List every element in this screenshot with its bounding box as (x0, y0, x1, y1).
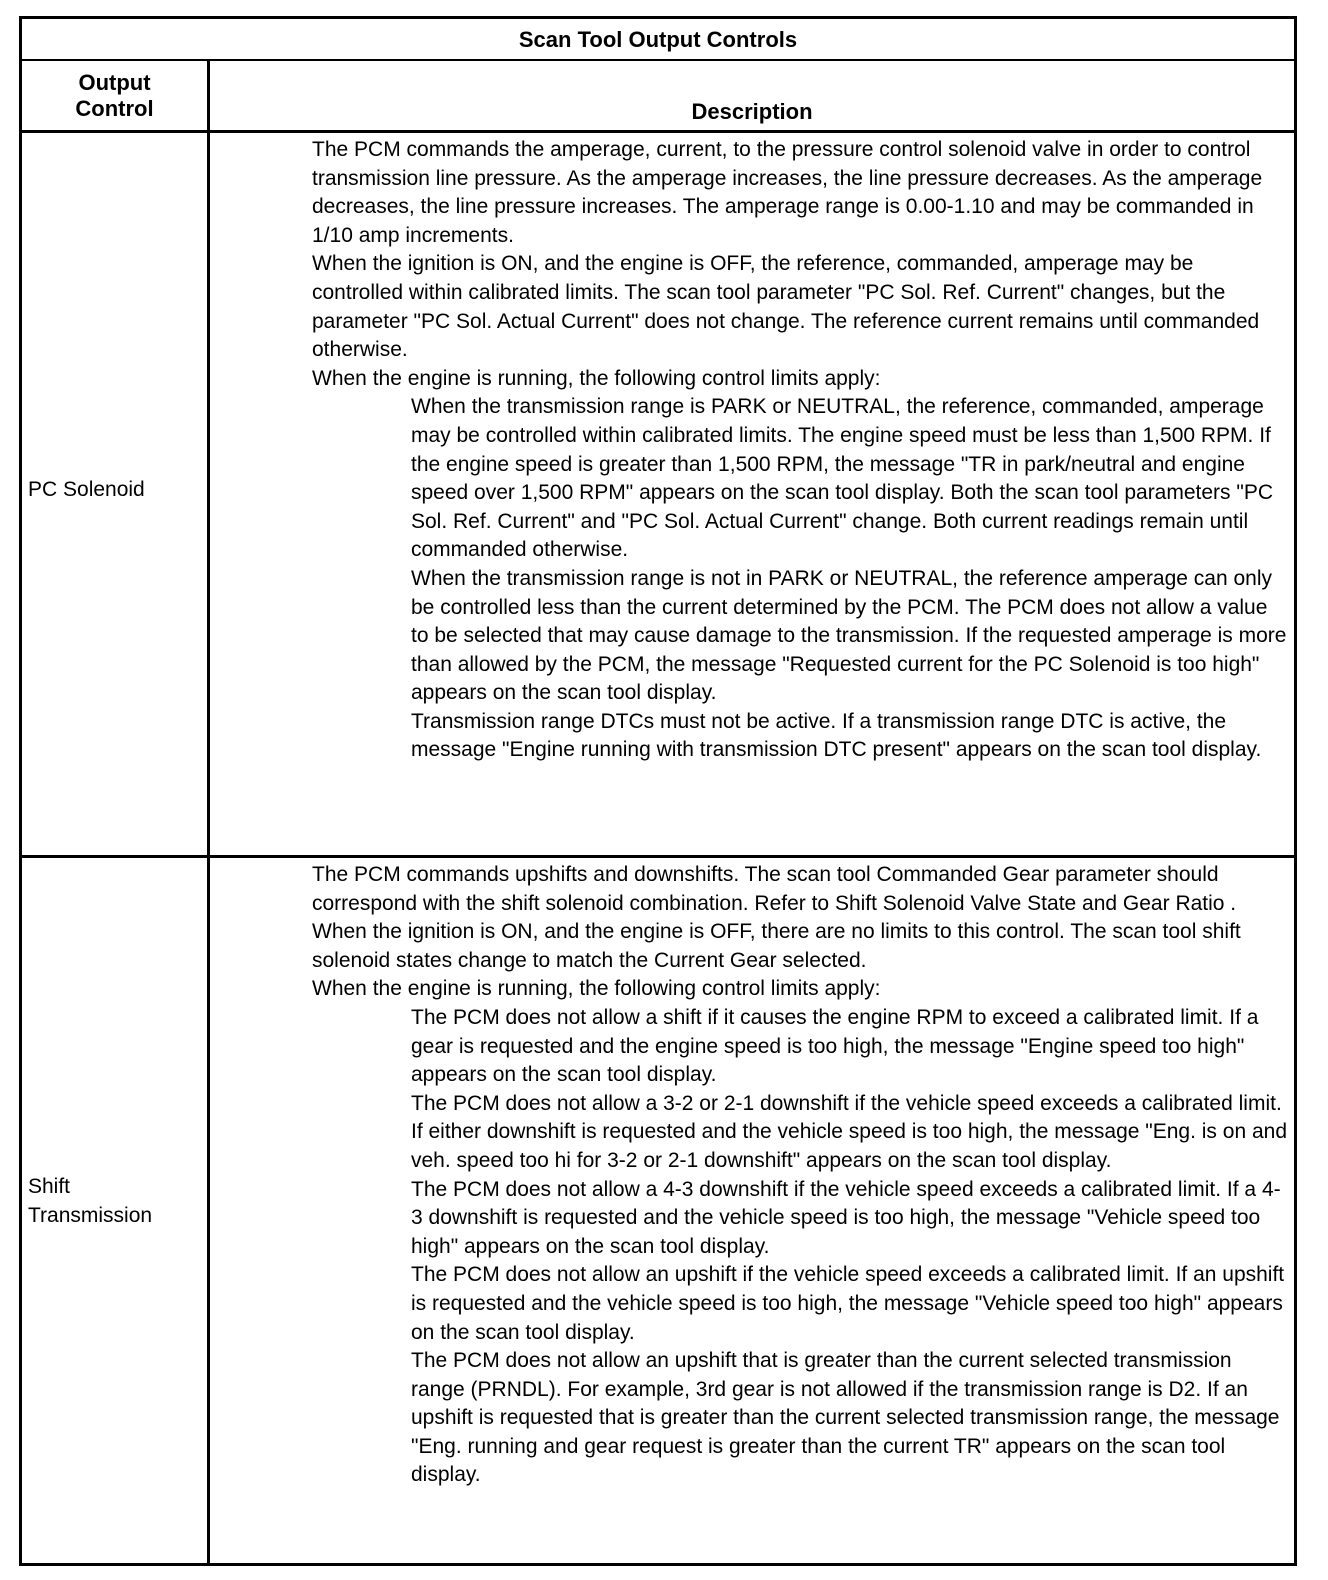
row-divider (22, 855, 1294, 858)
column-header-description (210, 61, 1294, 131)
table-title: Scan Tool Output Controls (22, 19, 1294, 61)
column-header-output-control-label: Output Control (75, 70, 154, 121)
description-limit-item: The PCM does not allow a 4-3 downshift if the vehicle speed exceeds a calibrated limit. If a 4-3 downshift is requested and the vehicle speed is too high, the message "Vehicle speed too high" appears on the scan tool display. (411, 1177, 1281, 1258)
description-limit-item: The PCM does not allow a 3-2 or 2-1 downshift if the vehicle speed exceeds a calibrated limit. If either downshift is requested and the vehicle speed is too high, the message "Eng. is on and veh. speed too hi for 3-2 or 2-1 downshift" appears on the scan tool display. (411, 1091, 1288, 1172)
description-paragraph: The PCM commands upshifts and downshifts. The scan tool Commanded Gear parameter should correspond with the shift solenoid combination. Refer to Shift Solenoid Valve State and Gear Ratio . (312, 863, 1237, 915)
table-row-pc-solenoid-description (312, 136, 1290, 765)
description-limit-item: The PCM does not allow a shift if it causes the engine RPM to exceed a calibrated limit. If a gear is requested and the engine speed is too high, the message "Engine speed too high" appears on the scan tool display. (411, 1005, 1259, 1087)
description-limit-item: Transmission range DTCs must not be active. If a transmission range DTC is active, the message "Engine running with transmission DTC present" appears on the scan tool display. (411, 709, 1262, 762)
table-row-pc-solenoid-label: PC Solenoid (28, 478, 145, 501)
column-header-description-label: Description (691, 99, 813, 124)
column-header-output-control (22, 61, 207, 131)
description-paragraph: When the engine is running, the following control limits apply: (312, 366, 881, 390)
description-paragraph: When the ignition is ON, and the engine is OFF, there are no limits to this control. The scan tool shift solenoid states change to match the Current Gear selected. (312, 920, 1241, 972)
description-paragraph: The PCM commands the amperage, current, to the pressure control solenoid valve in order to control transmission line pressure. As the amperage increases, the line pressure decreases. As the amperage decreases, the line pressure increases. The amperage range is 0.00-1.10 and may be commanded in 1/10 amp increments. (312, 138, 1263, 247)
description-limit-item: The PCM does not allow an upshift if the vehicle speed exceeds a calibrated limit. If an upshift is requested and the vehicle speed is too high, the message "Vehicle speed too high" appears on the scan tool display. (411, 1263, 1285, 1344)
table-row-shift-transmission-description (312, 861, 1290, 1490)
description-paragraph: When the ignition is ON, and the engine is OFF, the reference, commanded, amperage may be controlled within calibrated limits. The scan tool parameter "PC Sol. Ref. Current" changes, but the parameter "PC Sol. Actual Current" does not change. The reference current remains until commanded otherwise. (312, 252, 1260, 362)
description-limit-item: The PCM does not allow an upshift that is greater than the current selected transmission range (PRNDL). For example, 3rd gear is not allowed if the transmission range is D2. If an upshift is requested that is greater than the current selected transmission range, the message "Eng. running and gear request is greater than the current TR" appears on the scan tool display. (411, 1349, 1280, 1487)
description-limit-item: When the transmission range is PARK or NEUTRAL, the reference, commanded, amperage may be controlled within calibrated limits. The engine speed must be less than 1,500 RPM. If the engine speed is greater than 1,500 RPM, the message "TR in park/neutral and engine speed over 1,500 RPM" appears on the scan tool display. Both the scan tool parameters "PC Sol. Ref. Current" and "PC Sol. Actual Current" change. Both current readings remain until commanded otherwise. (411, 395, 1274, 562)
description-paragraph: When the engine is running, the following control limits apply: (312, 977, 881, 1001)
output-controls-table (19, 16, 1297, 1566)
description-limit-item: When the transmission range is not in PARK or NEUTRAL, the reference amperage can only be controlled less than the current determined by the PCM. The PCM does not allow a value to be selected that may cause damage to the transmission. If the requested amperage is more than allowed by the PCM, the message "Requested current for the PC Solenoid is too high" appears on the scan tool display. (411, 566, 1287, 705)
table-row-shift-transmission-label: Shift Transmission (28, 1175, 153, 1227)
header-divider (22, 130, 1294, 133)
column-divider (207, 61, 210, 1563)
